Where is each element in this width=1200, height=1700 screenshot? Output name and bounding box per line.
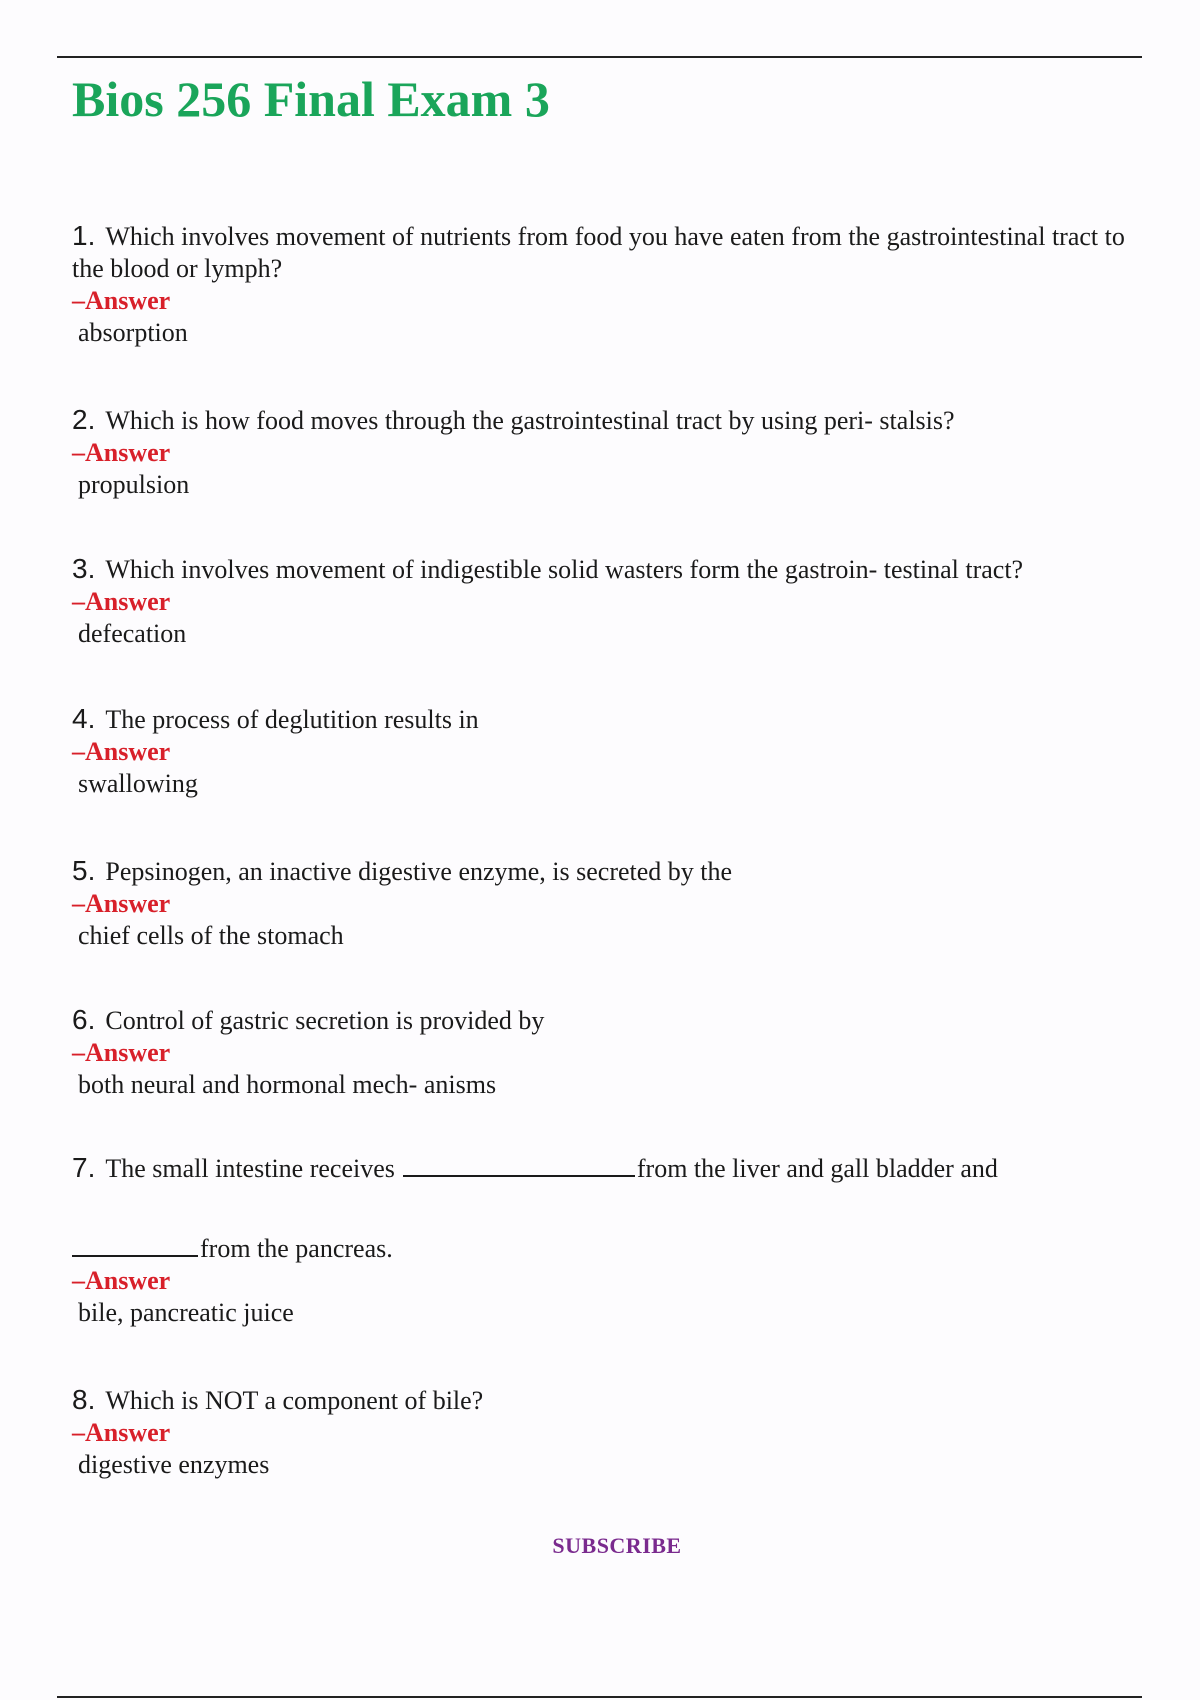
question-text-continued — [72, 1233, 1132, 1265]
answer-value: swallowing — [78, 769, 198, 798]
answer-label: –Answer — [72, 889, 171, 918]
answer-label: –Answer — [72, 587, 171, 616]
subscribe-link[interactable]: SUBSCRIBE — [552, 1533, 682, 1558]
bottom-rule — [57, 1696, 1142, 1698]
question-number: 8. — [72, 1384, 96, 1415]
question-text — [72, 220, 1132, 285]
question-number: 7. — [72, 1152, 96, 1183]
answer-value: chief cells of the stomach — [78, 921, 344, 950]
question-number: 3. — [72, 553, 96, 584]
question-text — [72, 404, 1132, 437]
question-item-8 — [72, 1384, 1132, 1481]
question-item-3 — [72, 553, 1132, 650]
question-item-5 — [72, 855, 1132, 952]
question-number: 5. — [72, 855, 96, 886]
answer-label: –Answer — [72, 286, 171, 315]
answer-value: propulsion — [78, 470, 190, 499]
question-text — [72, 1004, 1132, 1037]
answer-value: absorption — [78, 318, 188, 347]
question-number: 4. — [72, 703, 96, 734]
question-item-4 — [72, 703, 1132, 800]
question-body: The process of deglutition results in — [105, 705, 479, 734]
question-text — [72, 703, 1132, 736]
question-text — [72, 553, 1132, 586]
answer-label: –Answer — [72, 737, 171, 766]
answer-value: digestive enzymes — [78, 1450, 270, 1479]
question-number: 2. — [72, 404, 96, 435]
answer-value: both neural and hormonal mech- anisms — [78, 1070, 497, 1099]
question-body: Which is how food moves through the gastrointestinal tract by using peri- stalsis? — [105, 406, 955, 435]
question-body: Pepsinogen, an inactive digestive enzyme, is secreted by the — [105, 857, 733, 886]
fill-blank-1 — [403, 1173, 635, 1177]
question-body-part2: from the liver and gall bladder and — [636, 1154, 998, 1183]
top-rule — [57, 56, 1142, 58]
question-text — [72, 1384, 1132, 1417]
question-text — [72, 1152, 1132, 1185]
question-body-part1: The small intestine receives — [105, 1154, 395, 1183]
question-item-6 — [72, 1004, 1132, 1101]
question-number: 6. — [72, 1004, 96, 1035]
answer-label: –Answer — [72, 438, 171, 467]
question-item-1 — [72, 220, 1132, 349]
question-body: Which involves movement of nutrients from food you have eaten from the gastrointestinal tract to the blood or lymph? — [72, 222, 1125, 283]
answer-value: defecation — [78, 619, 187, 648]
answer-label: –Answer — [72, 1266, 171, 1295]
document-title: Bios 256 Final Exam 3 — [72, 71, 550, 127]
question-text — [72, 855, 1132, 888]
answer-value: bile, pancreatic juice — [78, 1298, 294, 1327]
answer-label: –Answer — [72, 1418, 171, 1447]
question-body-part3: from the pancreas. — [200, 1234, 393, 1263]
question-item-2 — [72, 404, 1132, 501]
question-item-7 — [72, 1152, 1132, 1329]
question-number: 1. — [72, 220, 96, 251]
answer-label: –Answer — [72, 1038, 171, 1067]
question-body: Which involves movement of indigestible solid wasters form the gastroin- testinal tract? — [105, 555, 1024, 584]
question-body: Which is NOT a component of bile? — [105, 1386, 484, 1415]
question-body: Control of gastric secretion is provided by — [105, 1006, 545, 1035]
fill-blank-2 — [72, 1253, 198, 1257]
